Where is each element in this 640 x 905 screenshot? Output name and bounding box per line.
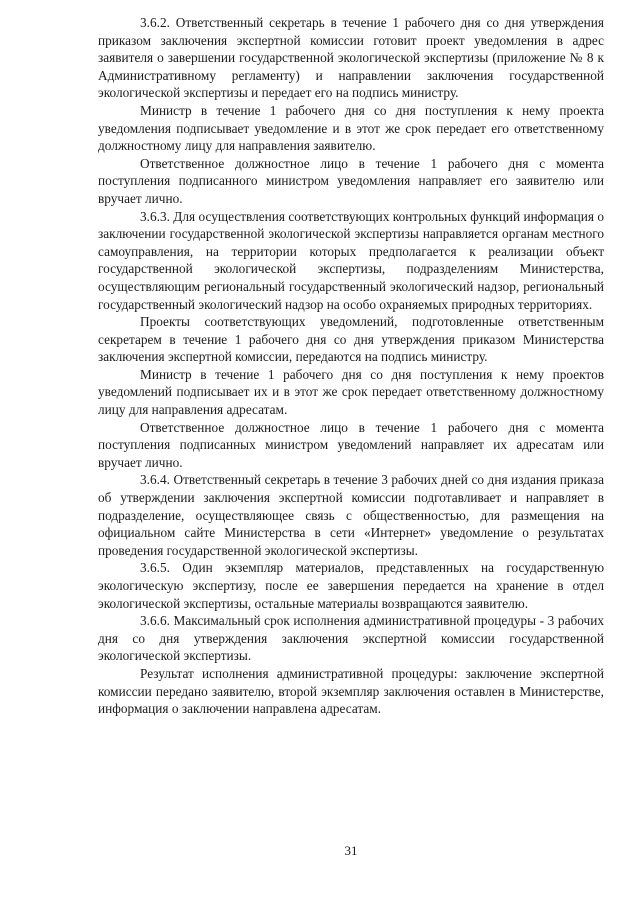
page-number: 31 bbox=[344, 843, 358, 858]
paragraph-result: Результат исполнения административной процедуры: заключение экспертной комиссии передано заявителю, второй экземпляр заключения оставлен в Министерстве, информация о заключении направлена адресатам. bbox=[98, 665, 604, 717]
document-page bbox=[98, 14, 604, 858]
paragraph-3-6-6: 3.6.6. Максимальный срок исполнения административной процедуры - 3 рабочих дня со дня утверждения заключения экспертной комиссии государственной экологической экспертизы. bbox=[98, 613, 604, 664]
paragraph-3-6-5: 3.6.5. Один экземпляр материалов, представленных на государственную экологическую экспертизу, после ее завершения передается на хранение в отдел экологической экспертизы, остальные материалы возвращаются заявителю. bbox=[98, 560, 604, 611]
paragraph-official-sends: Ответственное должностное лицо в течение 1 рабочего дня с момента поступления подписанного министром уведомления направляет его заявителю или вручает лично. bbox=[98, 155, 604, 206]
paragraph-minister-signs-notices: Министр в течение 1 рабочего дня со дня поступления к нему проектов уведомлений подписывает их и в этот же срок передает ответственному должностному лицу для направления адресатам. bbox=[98, 366, 604, 418]
paragraph-3-6-3: 3.6.3. Для осуществления соответствующих контрольных функций информация о заключении государственной экологической экспертизы направляется органам местного самоуправления, на территории которых предполагается к реализации объект государственной экологической экспертизы, подразделениям Министерства, осуществляющим региональный государственный экологический надзор, региональный государственный экологический надзор на особо охраняемых природных территориях. bbox=[98, 208, 604, 312]
paragraph-official-sends-notices: Ответственное должностное лицо в течение 1 рабочего дня с момента поступления подписанных министром уведомлений направляет их адресатам или вручает лично. bbox=[98, 419, 604, 470]
paragraph-draft-notices: Проекты соответствующих уведомлений, подготовленные ответственным секретарем в течение 1 рабочего дня со дня утверждения приказом Министерства заключения экспертной комиссии, передаются на подпись министру. bbox=[98, 314, 604, 365]
paragraph-3-6-2: 3.6.2. Ответственный секретарь в течение 1 рабочего дня со дня утверждения приказом заключения экспертной комиссии готовит проект уведомления в адрес заявителя о завершении государственной экологической экспертизы (приложение № 8 к Административному регламенту) и направлении заключения государственной экологической экспертизы и передает его на подпись министру. bbox=[98, 15, 604, 101]
paragraph-3-6-4: 3.6.4. Ответственный секретарь в течение 3 рабочих дней со дня издания приказа об утверждении заключения экспертной комиссии подготавливает и направляет в подразделение, осуществляющее связь с общественностью, для размещения на официальном сайте Министерства в сети «Интернет» уведомление о результатах проведения государственной экологической экспертизы. bbox=[98, 472, 604, 558]
paragraph-minister-signs: Министр в течение 1 рабочего дня со дня поступления к нему проекта уведомления подписывает уведомление и в этот же срок передает его ответственному должностному лицу для направления заявителю. bbox=[98, 102, 604, 154]
